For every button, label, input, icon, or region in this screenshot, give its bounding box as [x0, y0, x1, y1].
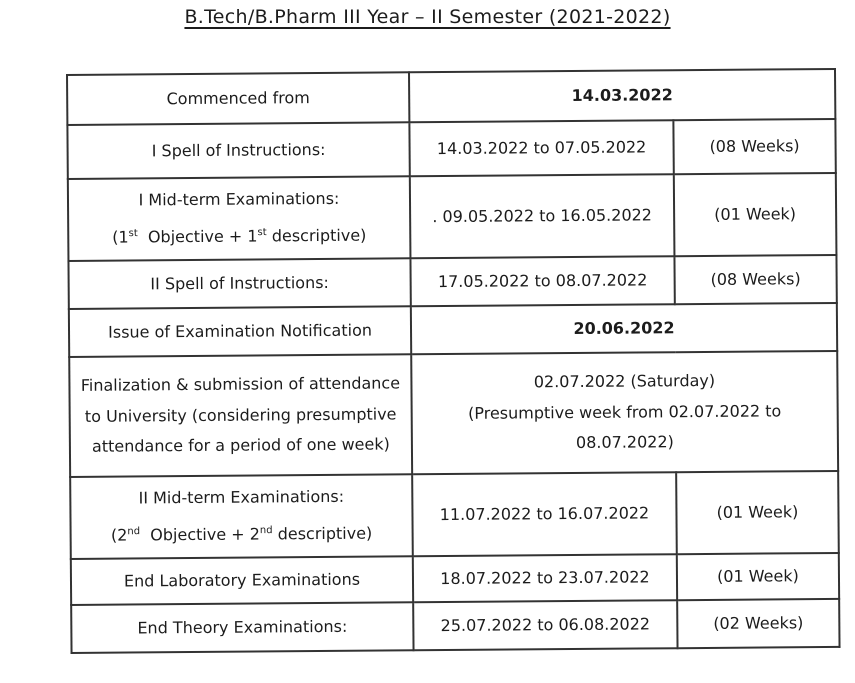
ordinal-suffix: st — [128, 228, 138, 240]
event-cell: II Spell of Instructions: — [68, 258, 410, 309]
event-text: (1 — [112, 227, 129, 247]
event-cell: Commenced from — [67, 72, 409, 125]
page-title-text: B.Tech/B.Pharm III Year – II Semester (2021-2022) — [184, 6, 671, 28]
table-row — [68, 255, 836, 309]
duration-cell: (01 Week) — [676, 471, 839, 554]
duration-cell: (02 Weeks) — [677, 599, 839, 648]
schedule-sheet — [66, 68, 839, 654]
event-line — [75, 217, 403, 256]
date-cell: . 09.05.2022 to 16.05.2022 — [410, 174, 675, 258]
schedule-table — [66, 68, 841, 654]
date-cell — [411, 351, 838, 474]
date-cell: 11.07.2022 to 16.07.2022 — [412, 472, 677, 556]
date-line: (Presumptive week from 02.07.2022 to — [467, 401, 782, 423]
table-row — [68, 173, 837, 261]
date-cell: 17.05.2022 to 08.07.2022 — [410, 256, 674, 306]
date-cell: 25.07.2022 to 06.08.2022 — [413, 600, 677, 650]
table-row — [67, 119, 835, 179]
table-row — [70, 471, 839, 559]
ordinal-suffix: nd — [127, 526, 141, 538]
event-line: Finalization & submission of attendance — [80, 373, 401, 396]
duration-cell: (01 Week) — [674, 173, 837, 256]
event-text: descriptive) — [271, 225, 367, 246]
event-line: to University (considering presumptive — [84, 404, 397, 426]
duration-cell: (08 Weeks) — [673, 119, 835, 174]
table-row — [67, 69, 835, 125]
event-line: I Mid-term Examinations: — [138, 189, 340, 210]
date-line: 02.07.2022 (Saturday) — [533, 371, 716, 392]
event-text: Objective + 1 — [147, 226, 258, 247]
event-line: attendance for a period of one week) — [91, 434, 390, 456]
date-cell: 14.03.2022 — [409, 69, 835, 122]
ordinal-suffix: st — [257, 227, 267, 239]
ordinal-suffix: nd — [259, 525, 273, 537]
event-cell: Issue of Examination Notification — [69, 306, 411, 357]
table-row — [69, 303, 837, 357]
date-line: 08.07.2022) — [575, 432, 674, 453]
event-cell: End Laboratory Examinations — [71, 556, 413, 605]
page-title — [0, 6, 855, 28]
event-cell — [68, 176, 411, 261]
duration-cell: (01 Week) — [677, 553, 839, 600]
event-text: (2 — [110, 525, 128, 545]
table-row — [69, 351, 838, 477]
event-text: Objective + 2 — [150, 524, 260, 545]
date-cell: 18.07.2022 to 23.07.2022 — [413, 554, 677, 602]
event-cell: End Theory Examinations: — [71, 602, 413, 653]
event-line: II Mid-term Examinations: — [138, 487, 345, 508]
table-row — [71, 553, 839, 605]
table-row — [71, 599, 839, 653]
event-cell — [70, 474, 413, 559]
event-text: descriptive) — [277, 523, 373, 544]
event-cell — [69, 354, 412, 477]
event-cell: I Spell of Instructions: — [67, 122, 409, 179]
date-cell: 20.06.2022 — [411, 303, 837, 354]
duration-cell: (08 Weeks) — [674, 255, 836, 304]
event-line — [77, 515, 405, 554]
date-cell: 14.03.2022 to 07.05.2022 — [409, 120, 673, 176]
